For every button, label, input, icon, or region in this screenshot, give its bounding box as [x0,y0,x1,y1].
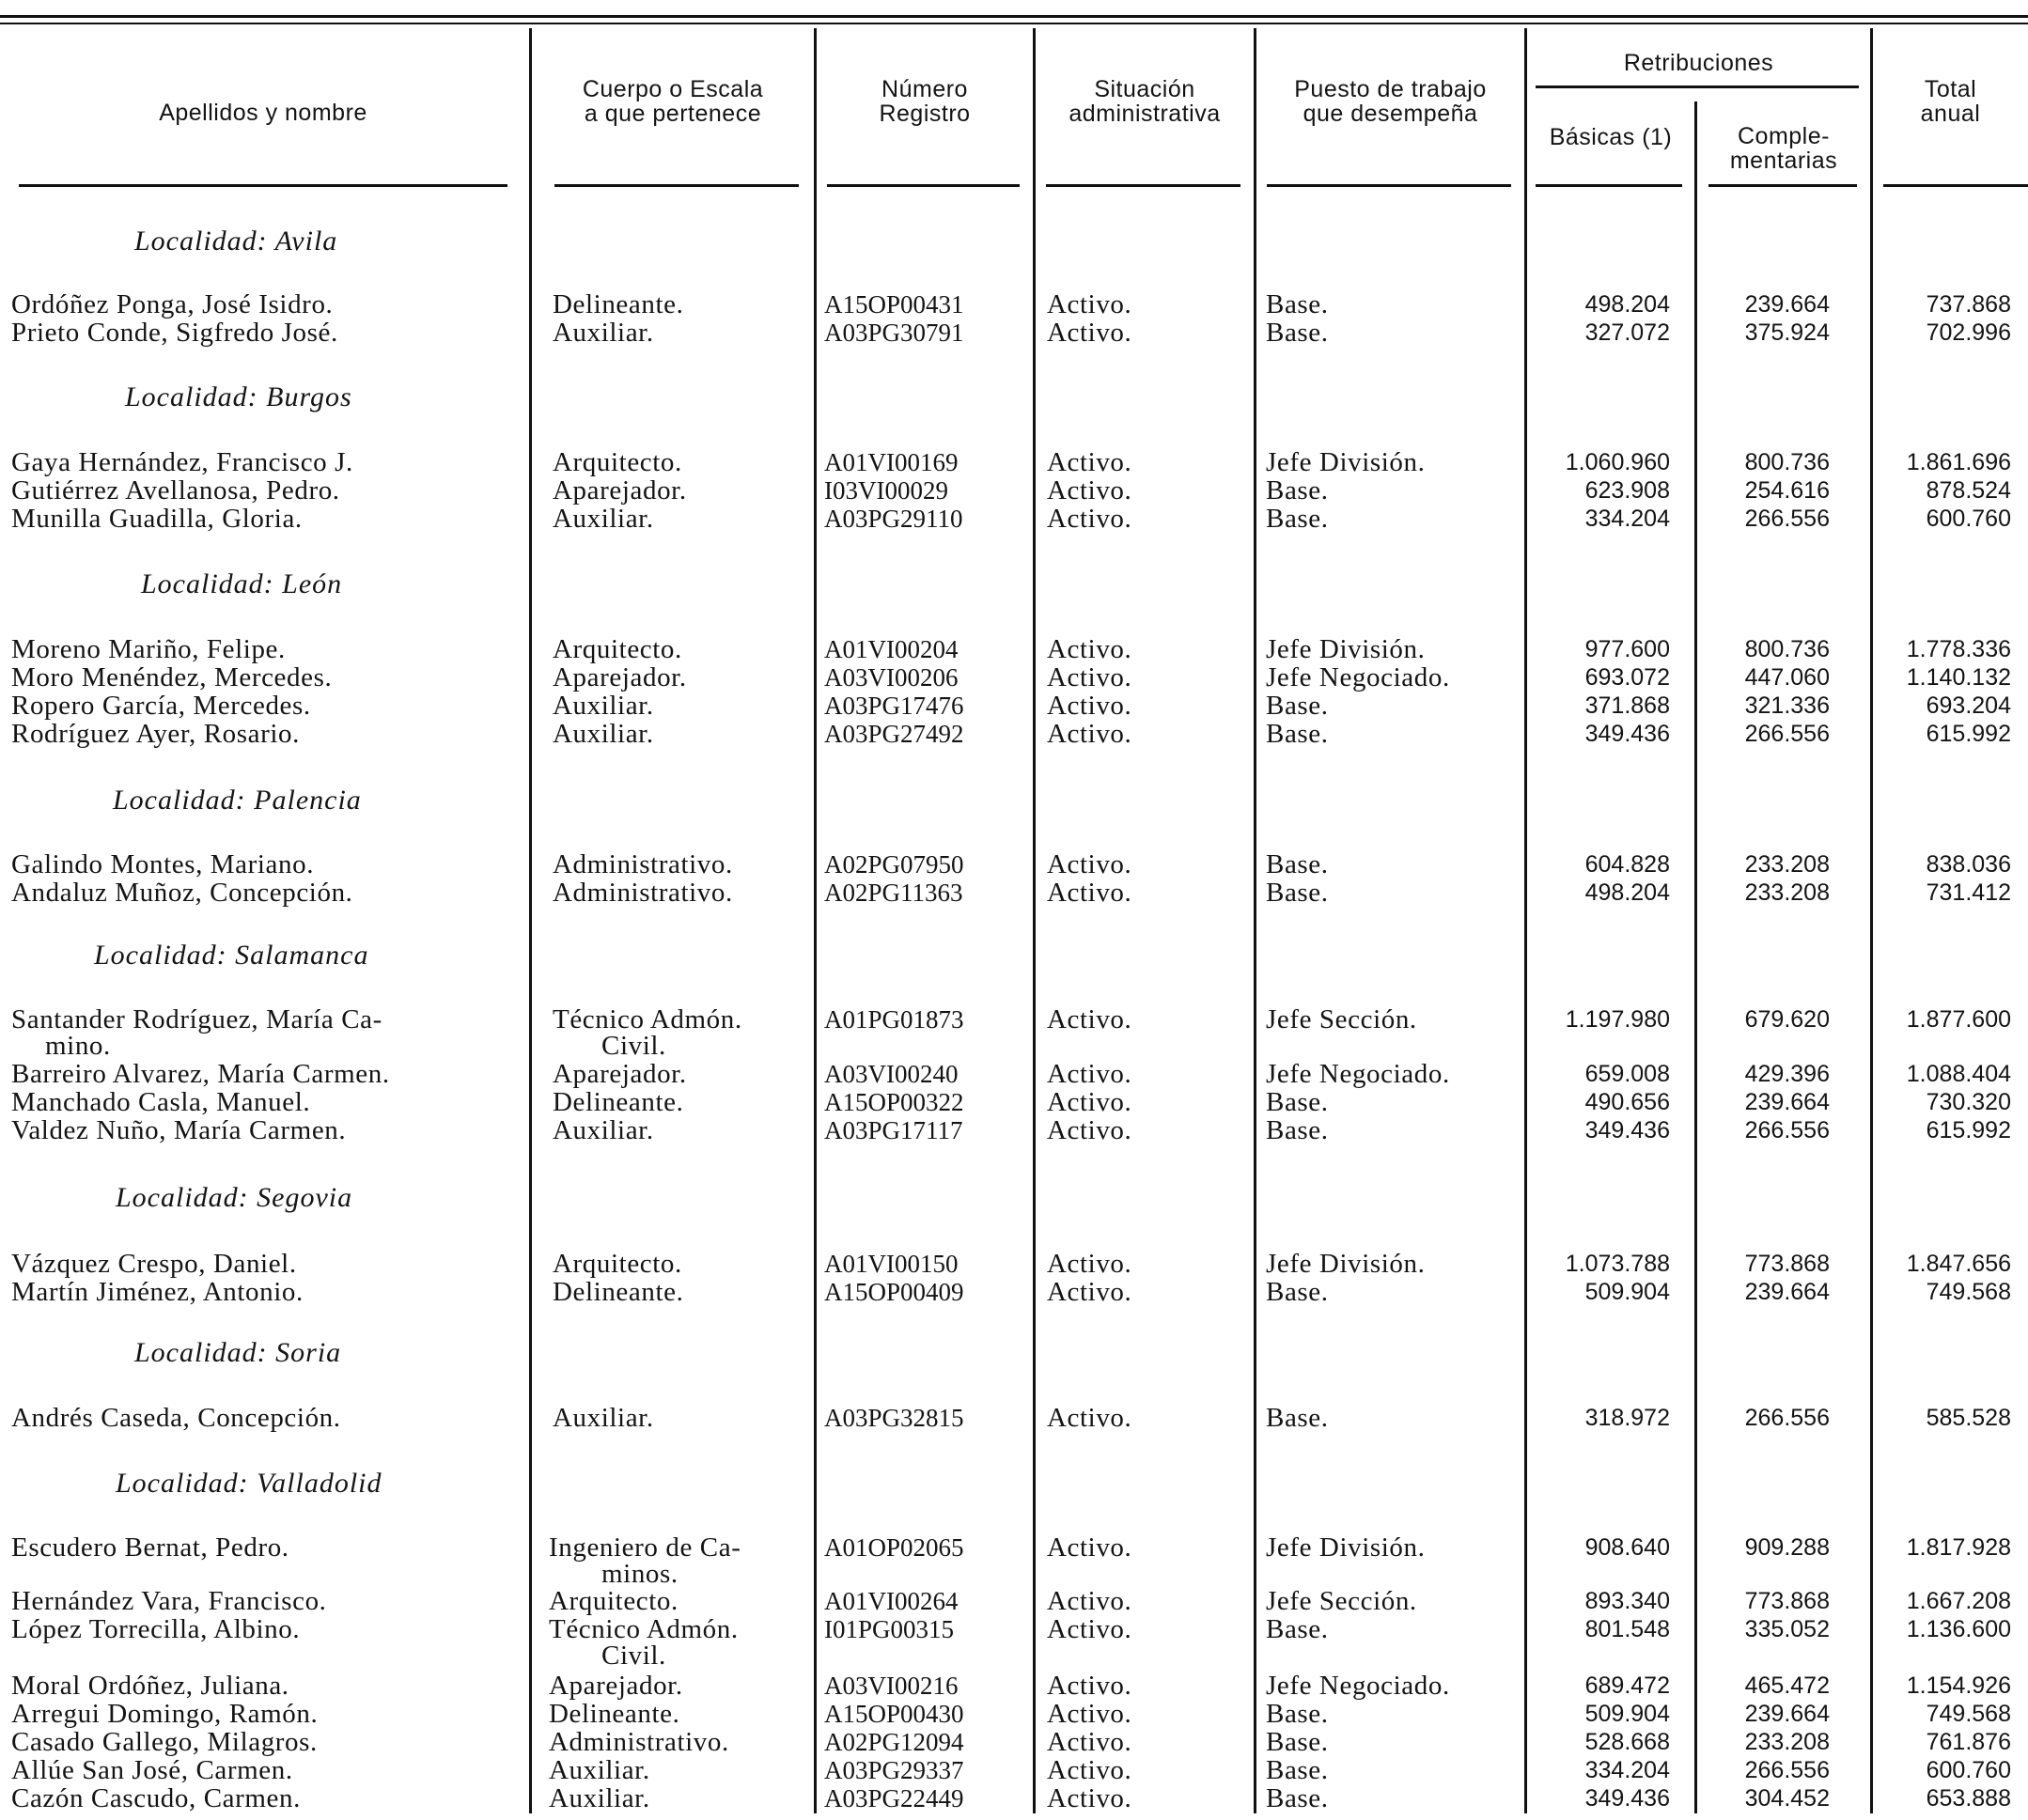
cell-situacion: Activo. [1047,719,1132,749]
cell-puesto: Base. [1266,1783,1329,1813]
cell-puesto: Jefe División. [1266,634,1426,664]
cell-cuerpo: Técnico Admón. [553,1004,742,1034]
cell-cuerpo: Administrativo. [553,849,733,879]
cell-total: 749.568 [1926,1279,2011,1305]
cell-basicas: 689.472 [1584,1672,1670,1699]
cell-numero: A03PG29337 [824,1756,964,1784]
cell-cuerpo: Administrativo. [553,878,733,908]
cell-cuerpo: Delineante. [549,1699,680,1729]
cell-basicas: 490.656 [1584,1089,1670,1115]
cell-puesto: Jefe Negociado. [1266,1671,1450,1701]
cell-cuerpo: Arquitecto. [549,1586,679,1616]
cell-situacion: Activo. [1047,691,1132,721]
cell-situacion: Activo. [1047,289,1132,319]
cell-numero: A03VI00240 [824,1060,959,1088]
cell-basicas: 349.436 [1584,1785,1670,1812]
cell-basicas: 349.436 [1584,1117,1670,1143]
header-puesto [1256,77,1524,126]
cell-total: 1.154.926 [1906,1672,2011,1699]
cell-cuerpo: Delineante. [553,289,684,319]
cell-numero: A03PG27492 [824,720,964,748]
cell-puesto: Jefe Sección. [1266,1586,1417,1616]
cell-numero: I01PG00315 [824,1615,955,1643]
cell-puesto: Base. [1266,1727,1329,1757]
cell-cuerpo: Arquitecto. [553,1249,682,1279]
table-row [0,1278,2028,1310]
cell-basicas: 349.436 [1584,721,1670,747]
cell-basicas: 977.600 [1584,636,1670,662]
cell-numero: A01PG01873 [824,1005,964,1034]
cell-name: Santander Rodríguez, María Ca- [11,1004,382,1034]
cell-puesto: Base. [1266,475,1329,506]
header-numero [817,77,1033,126]
cell-situacion: Activo. [1047,1087,1132,1117]
cell-cuerpo: Auxiliar. [553,719,654,749]
cell-total: 702.996 [1926,319,2011,346]
cell-cuerpo: Arquitecto. [553,447,682,477]
cell-basicas: 1.197.980 [1565,1006,1670,1033]
cell-basicas: 893.340 [1584,1588,1670,1614]
cell-basicas: 908.640 [1584,1534,1670,1561]
cell-name: Prieto Conde, Sigfredo José. [11,318,338,348]
header-rule [1708,184,1857,187]
table-row [0,319,2028,350]
cell-basicas: 498.204 [1584,879,1670,906]
cell-complementarias: 266.556 [1744,506,1830,532]
header-numero-line1: Número [881,76,968,102]
header-situacion-line2: administrativa [1069,101,1221,127]
cell-numero: A03PG17476 [824,692,964,720]
cell-situacion: Activo. [1047,475,1132,506]
cell-situacion: Activo. [1047,1532,1132,1563]
cell-cuerpo: Auxiliar. [549,1755,650,1785]
cell-puesto: Jefe Negociado. [1266,1059,1450,1089]
cell-cuerpo: Delineante. [553,1087,684,1117]
cell-complementarias: 266.556 [1744,721,1830,747]
cell-cuerpo: Arquitecto. [553,634,682,664]
header-rule [1267,184,1511,187]
cell-total: 585.528 [1926,1405,2011,1431]
cell-name: Martín Jiménez, Antonio. [11,1277,304,1307]
table-row [0,1615,2028,1647]
cell-complementarias: 800.736 [1744,636,1830,662]
cell-cuerpo: Administrativo. [549,1727,729,1757]
cell-puesto: Jefe Sección. [1266,1004,1417,1034]
cell-name: Vázquez Crespo, Daniel. [11,1249,297,1279]
cell-name-continuation: mino. [45,1031,111,1061]
cell-complementarias: 800.736 [1744,449,1830,475]
cell-total: 761.876 [1926,1729,2011,1755]
table-row [0,720,2028,752]
cell-situacion: Activo. [1047,318,1132,348]
cell-situacion: Activo. [1047,1004,1132,1034]
top-rule [0,15,2028,18]
cell-cuerpo-continuation: Civil. [601,1031,666,1061]
cell-basicas: 334.204 [1584,506,1670,532]
cell-numero: A02PG12094 [824,1728,964,1756]
cell-puesto: Base. [1266,1115,1329,1145]
cell-basicas: 528.668 [1584,1729,1670,1755]
cell-cuerpo: Aparejador. [553,1059,687,1089]
cell-situacion: Activo. [1047,447,1132,477]
cell-complementarias: 254.616 [1744,477,1830,504]
cell-complementarias: 266.556 [1744,1405,1830,1431]
cell-numero: A03PG17117 [824,1116,963,1144]
cell-name: Gutiérrez Avellanosa, Pedro. [11,475,340,506]
cell-basicas: 801.548 [1584,1616,1670,1642]
cell-total: 737.868 [1926,291,2011,318]
cell-basicas: 498.204 [1584,291,1670,318]
cell-complementarias: 375.924 [1744,319,1830,346]
top-rule-inner [0,23,2028,24]
cell-basicas: 1.060.960 [1565,449,1670,475]
header-numero-line2: Registro [879,101,971,127]
cell-situacion: Activo. [1047,1277,1132,1307]
cell-complementarias: 447.060 [1744,664,1830,691]
table-row [0,1756,2028,1788]
header-rule [19,184,507,187]
cell-complementarias: 429.396 [1744,1061,1830,1087]
cell-name: Allúe San José, Carmen. [11,1755,293,1785]
cell-puesto: Base. [1266,1699,1329,1729]
cell-total: 1.817.928 [1906,1534,2011,1561]
cell-puesto: Base. [1266,1403,1329,1433]
cell-basicas: 604.828 [1584,851,1670,878]
cell-numero: A02PG07950 [824,850,964,879]
cell-complementarias: 233.208 [1744,851,1830,878]
header-complementarias-line1: Comple- [1738,123,1830,149]
cell-name: Casado Gallego, Milagros. [11,1727,318,1757]
cell-numero: A03PG30791 [824,319,964,347]
cell-total: 1.667.208 [1906,1588,2011,1614]
cell-puesto: Base. [1266,719,1329,749]
cell-numero: A15OP00322 [824,1088,964,1116]
cell-complementarias: 233.208 [1744,879,1830,906]
cell-name: Manchado Casla, Manuel. [11,1087,311,1117]
cell-complementarias: 233.208 [1744,1729,1830,1755]
cell-basicas: 318.972 [1584,1405,1670,1431]
cell-puesto: Jefe Negociado. [1266,662,1450,692]
cell-complementarias: 266.556 [1744,1117,1830,1143]
cell-complementarias: 239.664 [1744,1279,1830,1305]
cell-name: Gaya Hernández, Francisco J. [11,447,353,477]
cell-total: 615.992 [1926,721,2011,747]
cell-complementarias: 335.052 [1744,1616,1830,1642]
cell-complementarias: 909.288 [1744,1534,1830,1561]
cell-total: 731.412 [1926,879,2011,906]
cell-numero: A15OP00431 [824,290,964,319]
cell-cuerpo: Auxiliar. [553,691,654,721]
cell-name: Ordóñez Ponga, José Isidro. [11,289,334,319]
header-cuerpo [532,77,814,126]
cell-name: Rodríguez Ayer, Rosario. [11,719,300,749]
header-rule [1883,184,2028,187]
cell-total: 1.136.600 [1906,1616,2011,1642]
header-complementarias [1697,124,1870,173]
cell-name: Ropero García, Mercedes. [11,691,311,721]
cell-complementarias: 266.556 [1744,1757,1830,1783]
cell-situacion: Activo. [1047,878,1132,908]
cell-name: Moreno Mariño, Felipe. [11,634,286,664]
cell-puesto: Base. [1266,318,1329,348]
cell-name: Escudero Bernat, Pedro. [11,1532,289,1563]
table-row [0,1250,2028,1282]
header-rule [1536,184,1682,187]
cell-name: Arregui Domingo, Ramón. [11,1699,319,1729]
cell-puesto: Base. [1266,878,1329,908]
table-row [0,476,2028,508]
cell-situacion: Activo. [1047,662,1132,692]
cell-total: 653.888 [1926,1785,2011,1812]
table-row [0,1784,2028,1816]
cell-total: 1.861.696 [1906,449,2011,475]
table-row [0,1005,2028,1037]
cell-numero: A03PG29110 [824,505,963,533]
cell-numero: A15OP00430 [824,1700,964,1728]
cell-cuerpo: Auxiliar. [553,1403,654,1433]
cell-cuerpo: Auxiliar. [553,318,654,348]
cell-situacion: Activo. [1047,1249,1132,1279]
section-label: Localidad: Avila [134,226,338,257]
cell-name: Moral Ordóñez, Juliana. [11,1671,289,1701]
header-cuerpo-line2: a que pertenece [584,101,762,127]
table-row [0,505,2028,537]
cell-cuerpo: Auxiliar. [553,504,654,534]
section-label: Localidad: Burgos [125,381,352,412]
table-row [0,1533,2028,1565]
cell-name: Andaluz Muñoz, Concepción. [11,878,353,908]
cell-cuerpo: Ingeniero de Ca- [549,1532,741,1563]
cell-numero: A01OP02065 [824,1533,964,1562]
cell-complementarias: 304.452 [1744,1785,1830,1812]
cell-situacion: Activo. [1047,504,1132,534]
cell-basicas: 334.204 [1584,1757,1670,1783]
table-row [0,1728,2028,1760]
header-rule [1046,184,1240,187]
cell-cuerpo: Delineante. [553,1277,684,1307]
cell-total: 878.524 [1926,477,2011,504]
cell-basicas: 509.904 [1584,1701,1670,1727]
cell-cuerpo-continuation: Civil. [601,1641,666,1671]
cell-puesto: Base. [1266,504,1329,534]
cell-numero: A02PG11363 [824,879,963,907]
cell-complementarias: 321.336 [1744,692,1830,719]
header-rule [554,184,799,187]
header-total-line1: Total [1924,76,1977,102]
header-situacion-line1: Situación [1094,76,1195,102]
cell-total: 1.140.132 [1906,664,2011,691]
table-row [0,1404,2028,1436]
cell-name: Cazón Cascudo, Carmen. [11,1783,301,1813]
cell-cuerpo: Auxiliar. [553,1115,654,1145]
cell-basicas: 1.073.788 [1565,1251,1670,1277]
cell-numero: A01VI00169 [824,448,959,476]
cell-name: Barreiro Alvarez, María Carmen. [11,1059,390,1089]
cell-complementarias: 239.664 [1744,291,1830,318]
cell-situacion: Activo. [1047,1586,1132,1616]
cell-total: 1.877.600 [1906,1006,2011,1033]
cell-total: 693.204 [1926,692,2011,719]
header-puesto-line2: que desempeña [1303,101,1478,127]
cell-name: Hernández Vara, Francisco. [11,1586,327,1616]
cell-situacion: Activo. [1047,1727,1132,1757]
cell-basicas: 509.904 [1584,1279,1670,1305]
cell-cuerpo: Técnico Admón. [549,1614,739,1644]
cell-situacion: Activo. [1047,1783,1132,1813]
header-situacion [1036,77,1254,126]
cell-numero: A03VI00216 [824,1672,959,1700]
cell-numero: A01VI00204 [824,635,959,663]
cell-total: 1.088.404 [1906,1061,2011,1087]
header-retribuciones: Retribuciones [1623,50,1774,76]
cell-total: 1.847.656 [1906,1251,2011,1277]
cell-name: Andrés Caseda, Concepción. [11,1403,341,1433]
cell-total: 600.760 [1926,1757,2011,1783]
section-label: Localidad: León [141,568,343,599]
cell-situacion: Activo. [1047,849,1132,879]
cell-situacion: Activo. [1047,1614,1132,1644]
cell-cuerpo: Auxiliar. [549,1783,650,1813]
cell-basicas: 371.868 [1584,692,1670,719]
cell-complementarias: 679.620 [1744,1006,1830,1033]
cell-complementarias: 239.664 [1744,1701,1830,1727]
cell-cuerpo: Aparejador. [553,662,687,692]
cell-name: Moro Menéndez, Mercedes. [11,662,333,692]
cell-basicas: 327.072 [1584,319,1670,346]
cell-cuerpo: Aparejador. [549,1671,683,1701]
cell-cuerpo: Aparejador. [553,475,687,506]
cell-puesto: Base. [1266,691,1329,721]
header-apellidos: Apellidos y nombre [159,100,367,126]
cell-puesto: Base. [1266,1614,1329,1644]
section-label: Localidad: Palencia [113,785,362,816]
cell-cuerpo-continuation: minos. [601,1559,679,1589]
cell-numero: A03VI00206 [824,663,959,692]
cell-name: Galindo Montes, Mariano. [11,849,315,879]
section-label: Localidad: Salamanca [94,940,369,971]
section-label: Localidad: Segovia [116,1182,353,1213]
cell-total: 615.992 [1926,1117,2011,1143]
cell-situacion: Activo. [1047,1059,1132,1089]
cell-numero: A03PG22449 [824,1784,964,1812]
cell-puesto: Base. [1266,1087,1329,1117]
cell-puesto: Base. [1266,849,1329,879]
cell-numero: A01VI00264 [824,1587,959,1615]
cell-numero: A03PG32815 [824,1404,964,1432]
header-total-line2: anual [1920,101,1981,127]
header-cuerpo-line1: Cuerpo o Escala [582,76,764,102]
cell-basicas: 659.008 [1584,1061,1670,1087]
cell-basicas: 623.908 [1584,477,1670,504]
cell-complementarias: 239.664 [1744,1089,1830,1115]
cell-situacion: Activo. [1047,634,1132,664]
cell-situacion: Activo. [1047,1699,1132,1729]
header-total [1873,77,2028,126]
cell-puesto: Base. [1266,289,1329,319]
cell-situacion: Activo. [1047,1755,1132,1785]
table-row [0,1116,2028,1148]
header-complementarias-line2: mentarias [1729,148,1838,174]
header-puesto-line1: Puesto de trabajo [1294,76,1487,102]
cell-puesto: Base. [1266,1277,1329,1307]
table-row [0,692,2028,723]
cell-complementarias: 773.868 [1744,1588,1830,1614]
cell-numero: A15OP00409 [824,1278,964,1306]
cell-numero: I03VI00029 [824,476,948,505]
cell-complementarias: 773.868 [1744,1251,1830,1277]
header-rule [827,184,1020,187]
cell-situacion: Activo. [1047,1671,1132,1701]
table-row [0,1587,2028,1619]
cell-situacion: Activo. [1047,1115,1132,1145]
cell-numero: A01VI00150 [824,1250,959,1278]
cell-puesto: Jefe División. [1266,447,1426,477]
cell-total: 749.568 [1926,1701,2011,1727]
cell-name: Munilla Guadilla, Gloria. [11,504,303,534]
header-basicas: Básicas (1) [1549,124,1673,150]
retribuciones-rule [1536,86,1859,88]
cell-complementarias: 465.472 [1744,1672,1830,1699]
cell-total: 838.036 [1926,851,2011,878]
section-label: Localidad: Valladolid [116,1468,382,1499]
cell-name: Valdez Nuño, María Carmen. [11,1115,347,1145]
table-row [0,879,2028,910]
cell-puesto: Jefe División. [1266,1249,1426,1279]
cell-total: 1.778.336 [1906,636,2011,662]
cell-puesto: Jefe División. [1266,1532,1426,1563]
section-label: Localidad: Soria [134,1337,342,1368]
cell-situacion: Activo. [1047,1403,1132,1433]
cell-total: 600.760 [1926,506,2011,532]
cell-basicas: 693.072 [1584,664,1670,691]
cell-puesto: Base. [1266,1755,1329,1785]
cell-name: López Torrecilla, Albino. [11,1614,301,1644]
cell-total: 730.320 [1926,1089,2011,1115]
